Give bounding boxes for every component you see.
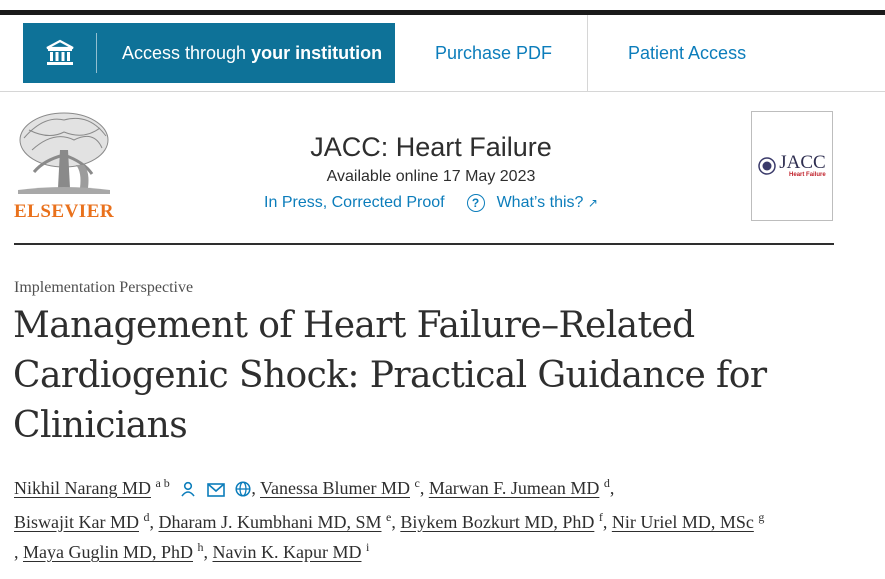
author-affiliation[interactable]: c <box>414 476 420 490</box>
author-affiliation[interactable]: d <box>143 509 150 524</box>
cover-jacc-text: JACC <box>779 152 826 173</box>
article-status <box>200 194 662 212</box>
acc-seal-icon <box>758 157 776 175</box>
help-question-icon: ? <box>467 194 485 212</box>
in-press-link[interactable]: In Press, Corrected Proof <box>264 194 445 211</box>
author-link[interactable]: Vanessa Blumer MD <box>260 478 410 498</box>
divider <box>587 15 588 91</box>
author-affiliation[interactable]: f <box>598 509 603 524</box>
access-institution-label: Access through your institution <box>122 42 383 63</box>
author-affiliation[interactable]: d <box>603 476 610 490</box>
header-rule <box>14 243 834 245</box>
article-title: Management of Heart Failure–Related Cardiogenic Shock: Practical Guidance for Clinicians <box>13 305 767 446</box>
cover-subtitle: Heart Failure <box>789 172 826 178</box>
access-bar <box>0 15 885 92</box>
author-link[interactable]: Nikhil Narang MD <box>14 478 151 498</box>
author-link[interactable]: Navin K. Kapur MD <box>212 542 362 562</box>
journal-header <box>200 130 662 212</box>
author-link[interactable]: Maya Guglin MD, PhD <box>23 542 193 562</box>
author-list: Nikhil Narang MD $^{a b}$ , Vanessa Blumer MD $^c$, Marwan F. Jumean MD $^d$, Biswajit Kar MD $^d$, Dharam J. Kumbhani MD, SM $^e$, Biykem Bozkurt MD, PhD $^f$, Nir Uriel MD, MSc $^g$ , Maya Guglin MD, PhD $^h$, Navin K. Kapur MD $^i$ <box>14 476 765 562</box>
author-link[interactable]: Dharam J. Kumbhani MD, SM <box>158 511 382 532</box>
author-affiliation[interactable]: g <box>758 509 765 524</box>
whats-this-link[interactable]: What’s this? ↗ <box>496 194 598 211</box>
institution-icon <box>23 33 97 73</box>
author-affiliation[interactable]: e <box>386 509 392 524</box>
journal-cover[interactable] <box>751 111 833 221</box>
author-link[interactable]: Marwan F. Jumean MD <box>428 478 600 498</box>
author-affiliation[interactable]: h <box>197 540 204 554</box>
external-arrow-icon: ↗ <box>587 196 598 210</box>
author-link[interactable]: Biswajit Kar MD <box>14 511 139 532</box>
author-affiliation[interactable]: a b <box>155 476 170 490</box>
person-icon[interactable] <box>180 476 196 507</box>
author-link[interactable]: Nir Uriel MD, MSc <box>611 511 754 532</box>
globe-icon[interactable] <box>235 476 251 507</box>
access-institution-button[interactable] <box>23 23 395 83</box>
patient-access-button[interactable]: Patient Access <box>628 42 747 63</box>
author-affiliation[interactable]: i <box>365 540 370 554</box>
available-online-date: Available online 17 May 2023 <box>326 168 536 185</box>
article-type: Implementation Perspective <box>14 279 194 296</box>
purchase-pdf-button[interactable]: Purchase PDF <box>435 42 553 63</box>
email-icon[interactable] <box>207 476 225 507</box>
elsevier-wordmark: ELSEVIER <box>14 201 115 222</box>
author-link[interactable]: Biykem Bozkurt MD, PhD <box>400 511 595 532</box>
journal-title[interactable]: JACC: Heart Failure <box>310 132 552 162</box>
